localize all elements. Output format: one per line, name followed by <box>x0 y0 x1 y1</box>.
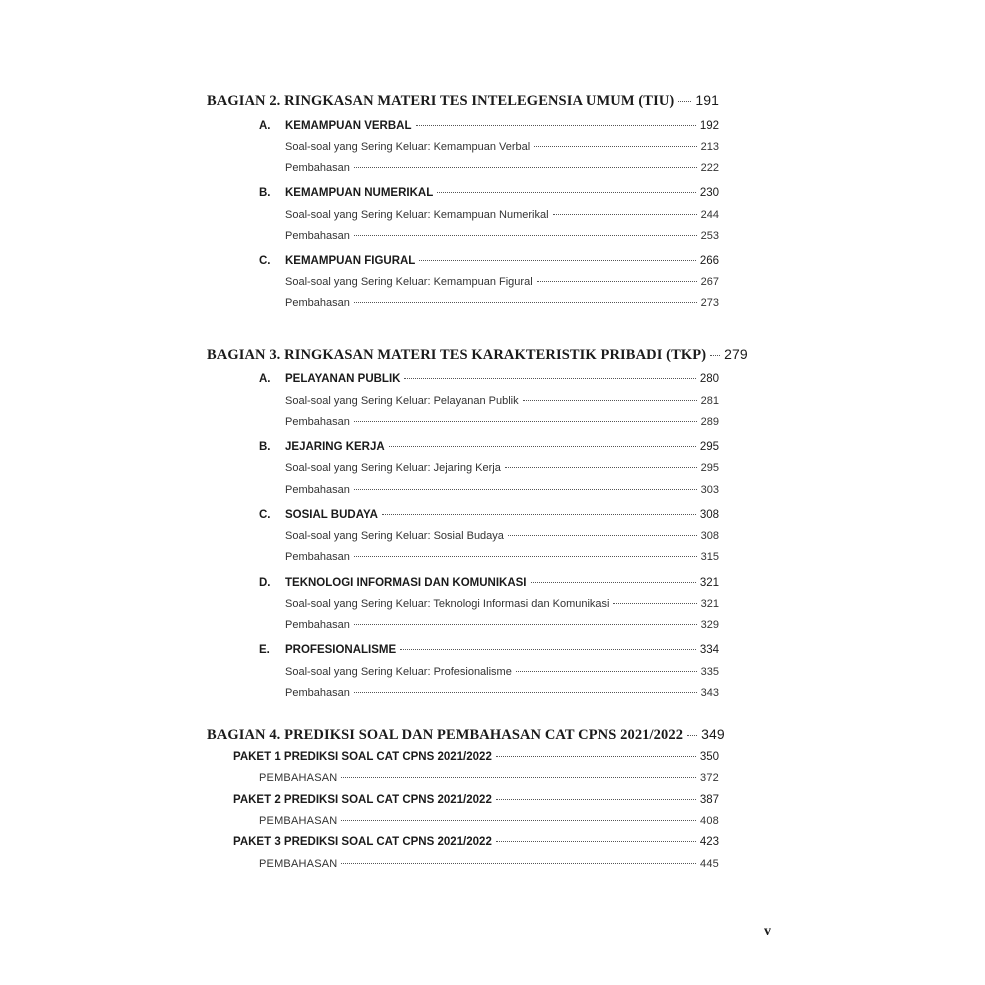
toc-leader-dots <box>613 602 696 604</box>
toc-section-d[interactable] <box>259 577 719 589</box>
toc-title: Soal-soal yang Sering Keluar: Pelayanan Publik <box>285 395 519 407</box>
toc-item[interactable] <box>285 162 719 174</box>
toc-leader-dots <box>404 377 695 379</box>
toc-title: Soal-soal yang Sering Keluar: Kemampuan Numerikal <box>285 209 549 221</box>
toc-letter: C. <box>259 509 271 521</box>
toc-paket-3[interactable] <box>233 836 719 848</box>
toc-page: 321 <box>699 577 719 589</box>
toc-letter: E. <box>259 644 270 656</box>
toc-page: 222 <box>700 162 719 174</box>
toc-leader-dots <box>508 534 697 536</box>
toc-leader-dots <box>419 259 695 261</box>
toc-item[interactable] <box>259 858 719 870</box>
toc-letter: B. <box>259 441 271 453</box>
toc-page: 308 <box>699 509 719 521</box>
toc-page: 303 <box>700 484 719 496</box>
toc-page: 295 <box>699 441 719 453</box>
toc-page: 244 <box>700 209 719 221</box>
toc-section-e[interactable] <box>259 644 719 656</box>
toc-page: 329 <box>700 619 719 631</box>
toc-title: PAKET 3 PREDIKSI SOAL CAT CPNS 2021/2022 <box>233 836 492 848</box>
toc-leader-dots <box>496 798 696 800</box>
toc-page: 191 <box>695 92 719 108</box>
toc-item[interactable] <box>285 687 719 699</box>
toc-page: 349 <box>701 726 725 742</box>
toc-title: BAGIAN 4. PREDIKSI SOAL DAN PEMBAHASAN CAT CPNS 2021/2022 <box>207 727 684 743</box>
toc-leader-dots <box>382 513 696 515</box>
toc-item[interactable] <box>259 815 719 827</box>
page-number: v <box>764 924 771 939</box>
toc-leader-dots <box>505 466 697 468</box>
toc-item[interactable] <box>285 141 719 153</box>
toc-title: Pembahasan <box>285 619 350 631</box>
toc-page: 387 <box>699 794 719 806</box>
toc-title: Pembahasan <box>285 416 350 428</box>
toc-section-a[interactable] <box>259 120 719 132</box>
toc-item[interactable] <box>285 416 719 428</box>
toc-section-c[interactable] <box>259 255 719 267</box>
toc-page: 334 <box>699 644 719 656</box>
toc-page: 372 <box>700 772 719 784</box>
toc-title: Pembahasan <box>285 162 350 174</box>
toc-section-b[interactable] <box>259 441 719 453</box>
toc-title: PEMBAHASAN <box>259 815 338 827</box>
toc-leader-dots <box>354 555 697 557</box>
toc-title: Pembahasan <box>285 551 350 563</box>
toc-title: BAGIAN 3. RINGKASAN MATERI TES KARAKTERISTIK PRIBADI (TKP) <box>207 347 707 363</box>
toc-leader-dots <box>341 776 696 778</box>
toc-title: PAKET 1 PREDIKSI SOAL CAT CPNS 2021/2022 <box>233 751 492 763</box>
toc-page: 280 <box>699 373 719 385</box>
toc-title: Soal-soal yang Sering Keluar: Profesionalisme <box>285 666 512 678</box>
toc-item[interactable] <box>285 530 719 542</box>
toc-page: 423 <box>699 836 719 848</box>
toc-leader-dots <box>354 488 697 490</box>
toc-item[interactable] <box>285 462 719 474</box>
toc-page: 266 <box>699 255 719 267</box>
toc-leader-dots <box>534 145 696 147</box>
toc-leader-dots <box>553 213 697 215</box>
toc-leader-dots <box>354 623 697 625</box>
toc-title: Pembahasan <box>285 230 350 242</box>
toc-leader-dots <box>354 691 697 693</box>
toc-leader-dots <box>341 819 696 821</box>
toc-title: SOSIAL BUDAYA <box>285 509 378 521</box>
toc-leader-dots <box>341 862 696 864</box>
toc-title: KEMAMPUAN VERBAL <box>285 120 412 132</box>
toc-title: Soal-soal yang Sering Keluar: Teknologi Informasi dan Komunikasi <box>285 598 610 610</box>
toc-item[interactable] <box>285 551 719 563</box>
toc-title: Soal-soal yang Sering Keluar: Sosial Budaya <box>285 530 504 542</box>
toc-leader-dots <box>687 734 697 736</box>
toc-title: Soal-soal yang Sering Keluar: Kemampuan Verbal <box>285 141 531 153</box>
toc-item[interactable] <box>285 209 719 221</box>
toc-leader-dots <box>354 166 697 168</box>
toc-item[interactable] <box>259 772 719 784</box>
toc-leader-dots <box>537 280 697 282</box>
toc-bagian-4[interactable] <box>207 726 725 744</box>
toc-page: 408 <box>700 815 719 827</box>
toc-title: Pembahasan <box>285 297 350 309</box>
toc-leader-dots <box>496 840 696 842</box>
toc-leader-dots <box>496 755 696 757</box>
toc-page: 445 <box>700 858 719 870</box>
toc-title: KEMAMPUAN NUMERIKAL <box>285 187 434 199</box>
toc-page: 335 <box>700 666 719 678</box>
toc-page: 273 <box>700 297 719 309</box>
toc-leader-dots <box>437 191 696 193</box>
toc-leader-dots <box>354 420 697 422</box>
toc-item[interactable] <box>285 276 719 288</box>
toc-page: 321 <box>700 598 719 610</box>
toc-title: Pembahasan <box>285 484 350 496</box>
toc-bagian-2[interactable] <box>207 92 719 110</box>
toc-item[interactable] <box>285 230 719 242</box>
toc-item[interactable] <box>285 484 719 496</box>
toc-page: 281 <box>700 395 719 407</box>
toc-section-b[interactable] <box>259 187 719 199</box>
toc-paket-1[interactable] <box>233 751 719 763</box>
toc-letter: D. <box>259 577 271 589</box>
toc-page: 253 <box>700 230 719 242</box>
toc-leader-dots <box>389 445 696 447</box>
toc-title: Pembahasan <box>285 687 350 699</box>
toc-title: JEJARING KERJA <box>285 441 385 453</box>
toc-page: 279 <box>724 346 748 362</box>
toc-title: BAGIAN 2. RINGKASAN MATERI TES INTELEGENSIA UMUM (TIU) <box>207 93 675 109</box>
toc-letter: C. <box>259 255 271 267</box>
toc-page: 230 <box>699 187 719 199</box>
toc-page: 295 <box>700 462 719 474</box>
toc-page: 308 <box>700 530 719 542</box>
toc-section-a[interactable] <box>259 373 719 385</box>
toc-leader-dots <box>416 124 696 126</box>
toc-title: PAKET 2 PREDIKSI SOAL CAT CPNS 2021/2022 <box>233 794 492 806</box>
toc-page: 289 <box>700 416 719 428</box>
toc-leader-dots <box>710 354 720 356</box>
toc-title: PELAYANAN PUBLIK <box>285 373 401 385</box>
toc-leader-dots <box>523 399 697 401</box>
toc-item[interactable] <box>285 297 719 309</box>
toc-item[interactable] <box>285 598 719 610</box>
toc-page: 343 <box>700 687 719 699</box>
toc-item[interactable] <box>285 619 719 631</box>
toc-section-c[interactable] <box>259 509 719 521</box>
toc-item[interactable] <box>285 395 719 407</box>
toc-leader-dots <box>678 100 691 102</box>
toc-letter: A. <box>259 120 271 132</box>
toc-letter: B. <box>259 187 271 199</box>
toc-item[interactable] <box>285 666 719 678</box>
toc-letter: A. <box>259 373 271 385</box>
toc-title: KEMAMPUAN FIGURAL <box>285 255 416 267</box>
toc-title: Soal-soal yang Sering Keluar: Kemampuan Figural <box>285 276 533 288</box>
toc-page: 213 <box>700 141 719 153</box>
toc-paket-2[interactable] <box>233 794 719 806</box>
toc-leader-dots <box>354 234 697 236</box>
toc-page: 315 <box>700 551 719 563</box>
toc-bagian-3[interactable] <box>207 346 748 364</box>
toc-leader-dots <box>531 581 696 583</box>
toc-title: PEMBAHASAN <box>259 772 338 784</box>
toc-title: Soal-soal yang Sering Keluar: Jejaring Kerja <box>285 462 501 474</box>
toc-title: TEKNOLOGI INFORMASI DAN KOMUNIKASI <box>285 577 527 589</box>
toc-page: 267 <box>700 276 719 288</box>
toc-title: PEMBAHASAN <box>259 858 338 870</box>
toc-page: 350 <box>699 751 719 763</box>
toc-leader-dots <box>516 670 697 672</box>
toc-leader-dots <box>400 648 696 650</box>
toc-page: 192 <box>699 120 719 132</box>
toc-title: PROFESIONALISME <box>285 644 397 656</box>
toc-leader-dots <box>354 301 697 303</box>
